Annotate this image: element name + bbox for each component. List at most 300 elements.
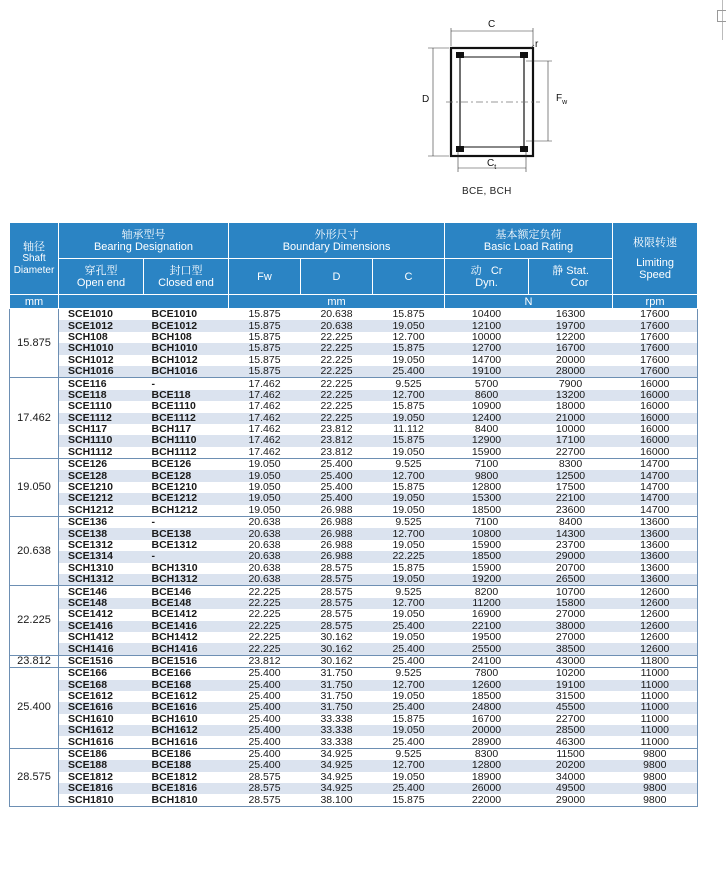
cell-open: SCH1016: [59, 366, 144, 378]
cell-open: SCH1112: [59, 447, 144, 459]
table-row: [10, 794, 698, 806]
cell-d: 34.925: [320, 748, 353, 761]
shaft-diameter-cell: 22.225: [10, 586, 59, 655]
cell-cr: 24100: [445, 655, 529, 667]
cell-cr: 18500: [445, 551, 529, 562]
cell-d: 25.400: [320, 481, 353, 494]
cell-fw: 22.225: [229, 621, 301, 632]
cell-cor: 19100: [529, 680, 613, 691]
cell-fw: 19.050: [229, 505, 301, 517]
cell-fw: 17.462: [229, 413, 301, 424]
table-row: [10, 505, 698, 517]
cell-d: 28.575: [301, 621, 373, 632]
cell-fw: 15.875: [229, 320, 301, 331]
cell-c: 15.875: [373, 435, 445, 446]
cell-speed: 14700: [613, 470, 698, 481]
cell-c: 19.050: [392, 631, 425, 644]
cell-cr: 8600: [445, 390, 529, 401]
cell-cr: 19200: [445, 574, 529, 586]
table-row: [10, 517, 698, 529]
cell-cr: 19500: [471, 631, 502, 644]
cell-open: SCH1012: [68, 354, 114, 366]
cell-open: SCE1314: [59, 551, 144, 562]
cell-cr: 11200: [445, 598, 529, 609]
needle-roller-top-left: [456, 52, 464, 58]
cell-d: 33.338: [320, 713, 353, 725]
cell-open: SCH1412: [68, 631, 114, 644]
table-row: [10, 691, 698, 702]
cell-cr: 15900: [471, 539, 502, 551]
cell-d: 31.750: [320, 667, 353, 680]
cell-cr: 19100: [445, 366, 529, 378]
header-cor-symbol: Stat.: [566, 264, 589, 277]
table-row: [10, 435, 698, 446]
cell-closed: BCH1212: [144, 505, 229, 517]
cell-cor: 7900: [558, 377, 583, 390]
header-speed-en1: Limiting: [636, 256, 674, 269]
header-designation-cn: 轴承型号: [121, 228, 166, 241]
cell-d: 26.988: [320, 516, 353, 529]
cell-open: SCE1516: [59, 655, 144, 667]
cell-cor: 49500: [529, 783, 613, 794]
table-row: [10, 563, 698, 574]
cell-fw: 17.462: [248, 401, 281, 413]
table-row: [10, 493, 698, 504]
cell-fw: 20.638: [248, 562, 281, 574]
cell-closed: BCH1616: [144, 736, 229, 748]
cell-c: 12.700: [373, 390, 445, 401]
cell-cor: 20200: [529, 760, 613, 771]
cell-speed: 11000: [613, 680, 698, 691]
cell-c: 12.700: [373, 528, 445, 539]
cell-cor: 27000: [555, 631, 586, 644]
cell-closed: BCE146: [151, 585, 192, 598]
cell-open: SCE138: [59, 528, 144, 539]
cell-cr: 15900: [445, 447, 529, 459]
cell-cr: 20000: [445, 725, 529, 736]
cell-c: 19.050: [392, 771, 425, 783]
cell-open: SCH1310: [68, 562, 114, 574]
cell-d: 28.575: [320, 609, 353, 621]
cell-cor: 21000: [529, 413, 613, 424]
cell-cr: 16900: [471, 609, 502, 621]
cell-cr: 7100: [474, 516, 499, 529]
table-row: [10, 714, 698, 725]
header-d: D: [301, 259, 373, 295]
shaft-diameter-cell: 25.400: [10, 668, 59, 749]
cell-c: 15.875: [392, 308, 425, 321]
cell-closed: BCH1110: [144, 435, 229, 446]
cell-speed: 13600: [613, 528, 698, 539]
cell-closed: BCE1616: [144, 702, 229, 713]
cell-open: SCH1110: [59, 435, 144, 446]
bearing-spec-table: [9, 222, 698, 807]
cell-d: 33.338: [301, 736, 373, 748]
table-row: [10, 643, 698, 655]
cell-fw: 28.575: [229, 794, 301, 806]
unit-load: N: [445, 295, 613, 309]
table-row: [10, 574, 698, 586]
cell-cr: 12600: [445, 680, 529, 691]
cell-cor: 18000: [555, 401, 586, 413]
cell-d: 26.988: [320, 539, 353, 551]
cell-fw: 17.462: [229, 447, 301, 459]
cell-cr: 12800: [445, 760, 529, 771]
cell-cr: 22100: [445, 621, 529, 632]
cell-fw: 22.225: [229, 598, 301, 609]
cell-closed: BCH1012: [151, 354, 198, 366]
cell-fw: 23.812: [229, 655, 301, 667]
cell-speed: 14700: [613, 493, 698, 504]
cell-fw: 20.638: [229, 574, 301, 586]
table-row: [10, 459, 698, 471]
cell-speed: 17600: [613, 366, 698, 378]
cell-c: 22.225: [373, 551, 445, 562]
header-boundary-cn: 外形尺寸: [314, 228, 359, 241]
cell-c: 25.400: [373, 655, 445, 667]
cell-c: 25.400: [373, 702, 445, 713]
cell-fw: 25.400: [229, 702, 301, 713]
cell-fw: 28.575: [248, 771, 281, 783]
cell-cr: 8400: [474, 423, 499, 436]
cell-open: SCH1312: [59, 574, 144, 586]
cell-c: 9.525: [395, 458, 422, 471]
cell-d: 20.638: [301, 320, 373, 331]
cell-cr: 15900: [471, 562, 502, 574]
cell-speed: 17600: [613, 343, 698, 354]
cell-fw: 25.400: [248, 690, 281, 703]
cell-speed: 17600: [613, 355, 698, 366]
cell-speed: 12600: [613, 643, 698, 655]
table-row: [10, 390, 698, 401]
table-row: [10, 482, 698, 493]
cell-d: 34.925: [301, 783, 373, 794]
cell-d: 25.400: [301, 470, 373, 481]
table-row: [10, 424, 698, 435]
cell-speed: 16000: [613, 435, 698, 446]
header-load-cn: 基本额定负荷: [495, 228, 562, 241]
cell-cor: 13200: [529, 390, 613, 401]
cell-speed: 16000: [613, 390, 698, 401]
cell-d: 30.162: [320, 631, 353, 644]
cell-open: SCE1012: [59, 320, 144, 331]
table-row: [10, 309, 698, 321]
cell-c: 19.050: [392, 609, 425, 621]
cell-fw: 25.400: [248, 667, 281, 680]
cell-d: 28.575: [301, 598, 373, 609]
header-closed: [144, 259, 229, 295]
cell-fw: 22.225: [248, 585, 281, 598]
cell-d: 22.225: [301, 390, 373, 401]
dim-fw-label: $F_w$: [556, 93, 568, 106]
cell-cor: 38000: [529, 621, 613, 632]
cell-open: SCH108: [68, 331, 108, 343]
table-row: [10, 540, 698, 551]
cell-open: SCH1616: [59, 736, 144, 748]
cell-cor: 17500: [555, 481, 586, 494]
cell-speed: 9800: [613, 772, 698, 783]
cell-closed: BCE1212: [144, 493, 229, 504]
cell-cor: 17100: [529, 435, 613, 446]
cell-c: 19.050: [373, 574, 445, 586]
cell-cor: 10700: [555, 585, 586, 598]
cell-d: 33.338: [301, 725, 373, 736]
table-row: [10, 320, 698, 331]
cell-c: 25.400: [373, 621, 445, 632]
unit-speed: rpm: [613, 295, 698, 309]
cell-fw: 20.638: [248, 516, 281, 529]
table-row: [10, 447, 698, 459]
header-closed-cn: 封口型: [169, 264, 203, 277]
cell-c: 12.700: [392, 331, 425, 343]
cell-speed: 14700: [613, 505, 698, 517]
cell-speed: 9800: [613, 760, 698, 771]
cell-cor: 28500: [529, 725, 613, 736]
table-row: [10, 586, 698, 598]
cell-speed: 13600: [613, 540, 698, 551]
shaft-diameter-cell: 15.875: [10, 309, 59, 378]
cell-d: 20.638: [320, 308, 353, 321]
cell-speed: 12600: [613, 632, 698, 643]
unit-shaft: mm: [10, 295, 59, 309]
cell-d: 25.400: [301, 493, 373, 504]
cell-speed: 16000: [613, 413, 698, 424]
cell-d: 34.925: [320, 771, 353, 783]
cell-cr: 26000: [445, 783, 529, 794]
cell-fw: 22.225: [248, 631, 281, 644]
cell-open: SCH1612: [59, 725, 144, 736]
cell-d: 22.225: [301, 366, 373, 378]
header-designation: [59, 223, 229, 259]
cell-cr: 25500: [445, 643, 529, 655]
cell-fw: 15.875: [229, 343, 301, 354]
cell-c: 15.875: [392, 481, 425, 494]
header-cr: [445, 259, 529, 295]
cell-c: 25.400: [373, 366, 445, 378]
cell-speed: 11000: [613, 714, 698, 725]
cell-closed: BCE1416: [144, 621, 229, 632]
cell-cor: 22700: [529, 447, 613, 459]
cell-open: SCE1412: [68, 609, 113, 621]
cell-cr: 7800: [474, 667, 499, 680]
header-load-en: Basic Load Rating: [483, 240, 574, 253]
cell-closed: BCE1010: [151, 308, 198, 321]
header-open: [59, 259, 144, 295]
cell-d: 30.162: [301, 643, 373, 655]
cell-closed: BCH1010: [144, 343, 229, 354]
header-designation-en: Bearing Designation: [93, 240, 194, 253]
cell-fw: 22.225: [248, 609, 281, 621]
cell-open: SCE1812: [68, 771, 113, 783]
cell-fw: 25.400: [229, 736, 301, 748]
shaft-diameter-cell: 20.638: [10, 517, 59, 586]
cell-cor: 46300: [529, 736, 613, 748]
cell-closed: BCH1612: [144, 725, 229, 736]
diagram-caption: BCE, BCH: [462, 186, 512, 197]
cell-d: 31.750: [320, 690, 353, 703]
cell-speed: 11800: [613, 655, 698, 667]
cell-closed: BCE166: [151, 667, 192, 680]
cell-c: 19.050: [373, 413, 445, 424]
cell-open: SCE1616: [59, 702, 144, 713]
cell-closed: BCE1812: [151, 771, 198, 783]
cell-cor: 27000: [555, 609, 586, 621]
cell-open: SCE128: [59, 470, 144, 481]
header-boundary: [229, 223, 445, 259]
cell-open: SCE1010: [68, 308, 113, 321]
cell-open: SCE1416: [59, 621, 144, 632]
header-boundary-en: Boundary Dimensions: [282, 240, 391, 253]
cell-speed: 13600: [613, 563, 698, 574]
cell-open: SCH1810: [59, 794, 144, 806]
cell-open: SCE186: [68, 748, 108, 761]
cell-speed: 17600: [613, 332, 698, 343]
cell-cr: 18900: [471, 771, 502, 783]
cell-speed: 16000: [613, 447, 698, 459]
cell-speed: 11000: [613, 702, 698, 713]
cell-d: 26.988: [301, 551, 373, 562]
cell-cor: 14300: [529, 528, 613, 539]
cell-d: 23.812: [320, 423, 353, 436]
cell-d: 31.750: [301, 680, 373, 691]
cell-closed: BCH1112: [144, 447, 229, 459]
cell-c: 25.400: [373, 783, 445, 794]
cell-open: SCH117: [68, 423, 108, 436]
cell-fw: 25.400: [229, 725, 301, 736]
cell-cor: 26500: [529, 574, 613, 586]
cell-cor: 16700: [529, 343, 613, 354]
table-row: [10, 598, 698, 609]
cell-speed: 14700: [613, 459, 698, 471]
cell-cor: 29000: [529, 551, 613, 562]
cell-d: 34.925: [301, 760, 373, 771]
cell-open: SCE146: [68, 585, 108, 598]
cell-speed: 16000: [613, 424, 698, 435]
header-closed-en: Closed end: [158, 276, 214, 289]
cell-c: 19.050: [373, 505, 445, 517]
dim-ct-label: $C_t$: [487, 158, 497, 171]
cell-cor: 12500: [529, 470, 613, 481]
cell-cr: 12800: [471, 481, 502, 494]
cell-fw: 25.400: [229, 680, 301, 691]
cell-cr: 8200: [474, 585, 499, 598]
unit-boundary: mm: [229, 295, 445, 309]
cell-fw: 15.875: [248, 331, 281, 343]
bearing-cross-section-diagram: [0, 0, 726, 222]
cell-speed: 12600: [613, 621, 698, 632]
needle-roller-bottom-left: [456, 146, 464, 152]
cell-closed: -: [151, 377, 155, 390]
header-open-cn: 穿孔型: [84, 264, 118, 277]
cell-cor: 15800: [529, 598, 613, 609]
cell-closed: BCE186: [151, 748, 192, 761]
cell-c: 11.112: [393, 423, 424, 436]
cell-closed: BCE128: [144, 470, 229, 481]
cell-open: SCE148: [59, 598, 144, 609]
table-row: [10, 332, 698, 343]
cell-fw: 17.462: [229, 390, 301, 401]
cell-fw: 25.400: [229, 760, 301, 771]
cell-open: SCE1612: [68, 690, 113, 703]
cell-fw: 19.050: [248, 458, 281, 471]
cell-cor: 8400: [558, 516, 583, 529]
cell-closed: BCE1412: [151, 609, 198, 621]
cell-fw: 28.575: [229, 783, 301, 794]
cell-cr: 22000: [445, 794, 529, 806]
cell-open: SCE116: [68, 377, 107, 390]
table-row: [10, 760, 698, 771]
cell-c: 19.050: [373, 320, 445, 331]
cell-cor: 20000: [555, 354, 586, 366]
header-shaft: [10, 223, 59, 295]
table-row: [10, 413, 698, 424]
cell-fw: 19.050: [229, 493, 301, 504]
table-row: [10, 343, 698, 354]
cell-closed: -: [144, 551, 229, 562]
cell-fw: 25.400: [248, 713, 281, 725]
cell-d: 22.225: [301, 413, 373, 424]
header-cr-symbol: Cr: [490, 264, 503, 277]
cell-speed: 11000: [613, 668, 698, 680]
cell-cr: 28900: [445, 736, 529, 748]
cell-closed: BCH1310: [151, 562, 198, 574]
cell-cr: 18500: [471, 690, 502, 703]
cell-d: 31.750: [301, 702, 373, 713]
cell-speed: 11000: [613, 691, 698, 702]
cell-cr: 14700: [471, 354, 502, 366]
table-row: [10, 528, 698, 539]
cell-c: 15.875: [392, 562, 425, 574]
cell-c: 9.525: [395, 377, 422, 390]
cell-d: 26.988: [301, 505, 373, 517]
header-cr-cn: 动: [470, 264, 482, 277]
cell-closed: BCE1612: [151, 690, 198, 703]
cell-open: SCH1610: [68, 713, 114, 725]
cell-fw: 19.050: [229, 470, 301, 481]
cell-c: 12.700: [373, 680, 445, 691]
cell-d: 28.575: [320, 562, 353, 574]
cell-closed: BCE126: [151, 458, 192, 471]
cell-cor: 43000: [529, 655, 613, 667]
page-edge-mark: [717, 10, 726, 22]
header-fw: Fw: [229, 259, 301, 295]
cell-cor: 23600: [529, 505, 613, 517]
cell-cr: 7100: [474, 458, 499, 471]
cell-speed: 9800: [613, 748, 698, 760]
shaft-diameter-cell: 23.812: [10, 655, 59, 667]
cell-cr: 9800: [445, 470, 529, 481]
cell-cr: 8300: [474, 748, 499, 761]
cell-speed: 16000: [613, 401, 698, 412]
cell-open: SCE1112: [59, 413, 144, 424]
cell-fw: 17.462: [248, 423, 281, 436]
table-row: [10, 378, 698, 390]
cell-c: 15.875: [392, 401, 425, 413]
cell-c: 19.050: [392, 539, 425, 551]
cell-cr: 24800: [445, 702, 529, 713]
cell-d: 28.575: [301, 574, 373, 586]
cell-closed: BCE148: [144, 598, 229, 609]
dim-r-label: r: [535, 39, 539, 50]
cell-cr: 16700: [471, 713, 502, 725]
cell-cor: 20700: [555, 562, 586, 574]
cell-d: 26.988: [301, 528, 373, 539]
cell-cr: 10000: [471, 331, 502, 343]
cell-open: SCH1212: [59, 505, 144, 517]
cell-speed: 17600: [613, 320, 698, 331]
cell-closed: BCH108: [151, 331, 192, 343]
table-row: [10, 736, 698, 748]
